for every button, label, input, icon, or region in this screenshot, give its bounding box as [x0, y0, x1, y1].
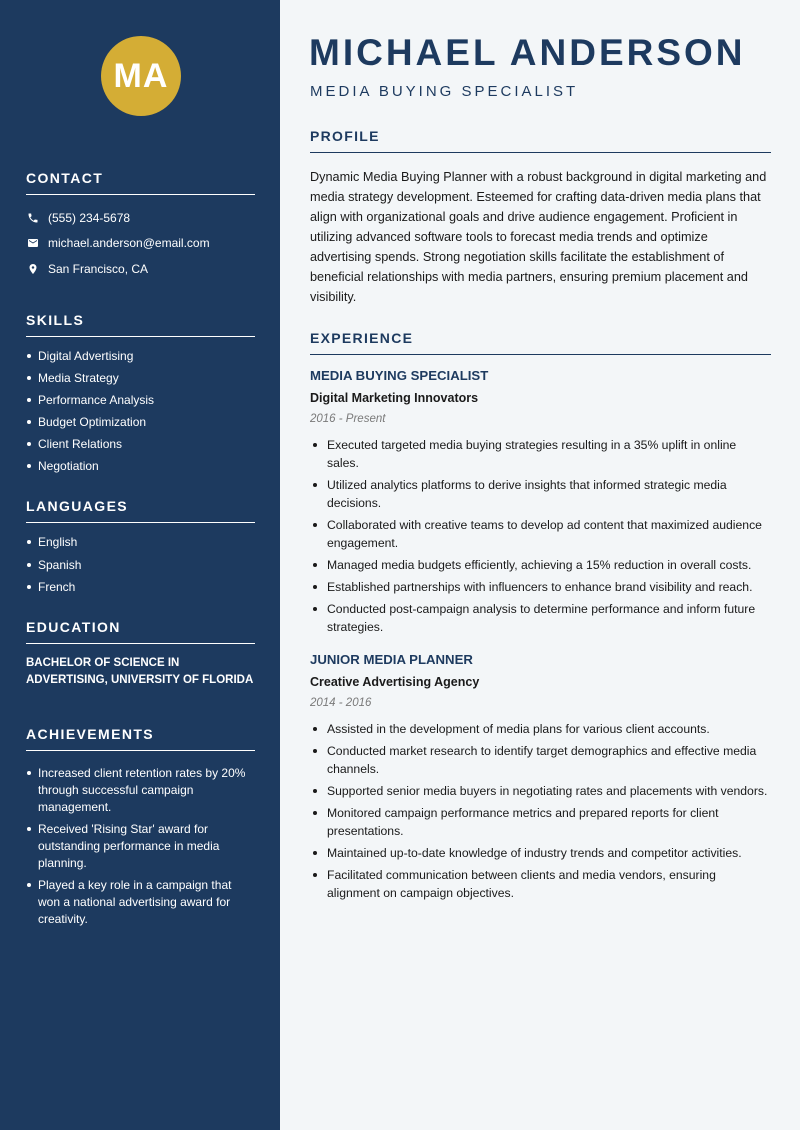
- languages-list: [26, 534, 255, 594]
- phone-icon: [26, 211, 40, 225]
- skills-heading: SKILLS: [26, 312, 255, 337]
- duty-item: Monitored campaign performance metrics and prepared reports for client presentations.: [310, 804, 771, 840]
- duty-item: Managed media budgets efficiently, achieving a 15% reduction in overall costs.: [310, 556, 771, 574]
- achievement-item: Received 'Rising Star' award for outstanding performance in media planning.: [26, 821, 255, 873]
- skills-list: [26, 348, 255, 475]
- experience-section: [310, 330, 771, 902]
- skill-item: Digital Advertising: [26, 348, 255, 364]
- language-item: French: [26, 579, 255, 595]
- achievements-list: [26, 765, 255, 929]
- job-entry: [310, 368, 771, 636]
- avatar: [101, 36, 181, 116]
- phone-text: (555) 234-5678: [48, 210, 131, 225]
- skill-item: Client Relations: [26, 436, 255, 452]
- skill-item: Budget Optimization: [26, 414, 255, 430]
- skill-item: Performance Analysis: [26, 392, 255, 408]
- location-text: San Francisco, CA: [48, 261, 149, 276]
- skill-item: Media Strategy: [26, 370, 255, 386]
- candidate-name: MICHAEL ANDERSON: [309, 32, 746, 73]
- job-role: JUNIOR MEDIA PLANNER: [310, 652, 473, 667]
- experience-heading: EXPERIENCE: [310, 330, 771, 355]
- profile-text: Dynamic Media Buying Planner with a robust background in digital marketing and media strategy development. Esteemed for crafting data-driven media plans that align with organizational goals and drive audience engagement. Proficient in utilizing advanced software tools to forecast media trends and optimize advertising spends. Strong negotiation skills facilitate the establishment of beneficial relationships with media partners, ensuring premium placement and visibility.: [310, 170, 767, 304]
- education-heading: EDUCATION: [26, 619, 255, 644]
- duty-item: Executed targeted media buying strategies resulting in a 35% uplift in online sales.: [310, 436, 771, 472]
- company-name: Digital Marketing Innovators: [310, 391, 479, 405]
- job-duties: [310, 720, 771, 902]
- job-role: MEDIA BUYING SPECIALIST: [310, 368, 489, 383]
- contact-location: [26, 256, 255, 282]
- achievement-item: Played a key role in a campaign that won a national advertising award for creativity.: [26, 877, 255, 929]
- duty-item: Conducted post-campaign analysis to determine performance and inform future strategies.: [310, 600, 771, 636]
- contact-list: [26, 205, 255, 282]
- achievements-section: [26, 726, 255, 929]
- duty-item: Facilitated communication between clients and media vendors, ensuring alignment on campaign objectives.: [310, 866, 771, 902]
- sidebar: [0, 0, 280, 1130]
- skills-section: [26, 312, 255, 475]
- job-entry: [310, 652, 771, 902]
- skill-item: Negotiation: [26, 458, 255, 474]
- company-name: Creative Advertising Agency: [310, 675, 480, 689]
- achievement-item: Increased client retention rates by 20% through successful campaign management.: [26, 765, 255, 817]
- profile-section: [310, 128, 771, 307]
- profile-heading: PROFILE: [310, 128, 771, 153]
- languages-heading: LANGUAGES: [26, 498, 255, 523]
- achievements-heading: ACHIEVEMENTS: [26, 726, 255, 751]
- location-pin-icon: [26, 262, 40, 276]
- duty-item: Maintained up-to-date knowledge of industry trends and competitor activities.: [310, 844, 771, 862]
- duty-item: Assisted in the development of media plans for various client accounts.: [310, 720, 771, 738]
- duty-item: Supported senior media buyers in negotiating rates and placements with vendors.: [310, 782, 771, 800]
- duty-item: Utilized analytics platforms to derive insights that informed strategic media decisions.: [310, 476, 771, 512]
- email-text: michael.anderson@email.com: [48, 236, 210, 251]
- job-duties: [310, 436, 771, 636]
- contact-email: [26, 231, 255, 257]
- main-content: [280, 0, 800, 1130]
- duty-item: Collaborated with creative teams to develop ad content that maximized audience engagement.: [310, 516, 771, 552]
- job-dates: 2016 - Present: [310, 413, 386, 425]
- education-degree: BACHELOR OF SCIENCE IN ADVERTISING, UNIVERSITY OF FLORIDA: [26, 656, 254, 687]
- duty-item: Established partnerships with influencers to enhance brand visibility and reach.: [310, 578, 771, 596]
- job-dates: 2014 - 2016: [310, 697, 372, 709]
- languages-section: [26, 498, 255, 594]
- education-section: [26, 619, 255, 690]
- contact-section: [26, 170, 255, 282]
- avatar-initials: MA: [113, 56, 169, 95]
- mail-icon: [26, 236, 40, 250]
- language-item: Spanish: [26, 557, 255, 573]
- language-item: English: [26, 534, 255, 550]
- contact-heading: CONTACT: [26, 170, 255, 195]
- contact-phone: [26, 205, 255, 231]
- candidate-title: MEDIA BUYING SPECIALIST: [310, 83, 579, 100]
- duty-item: Conducted market research to identify target demographics and effective media channels.: [310, 742, 771, 778]
